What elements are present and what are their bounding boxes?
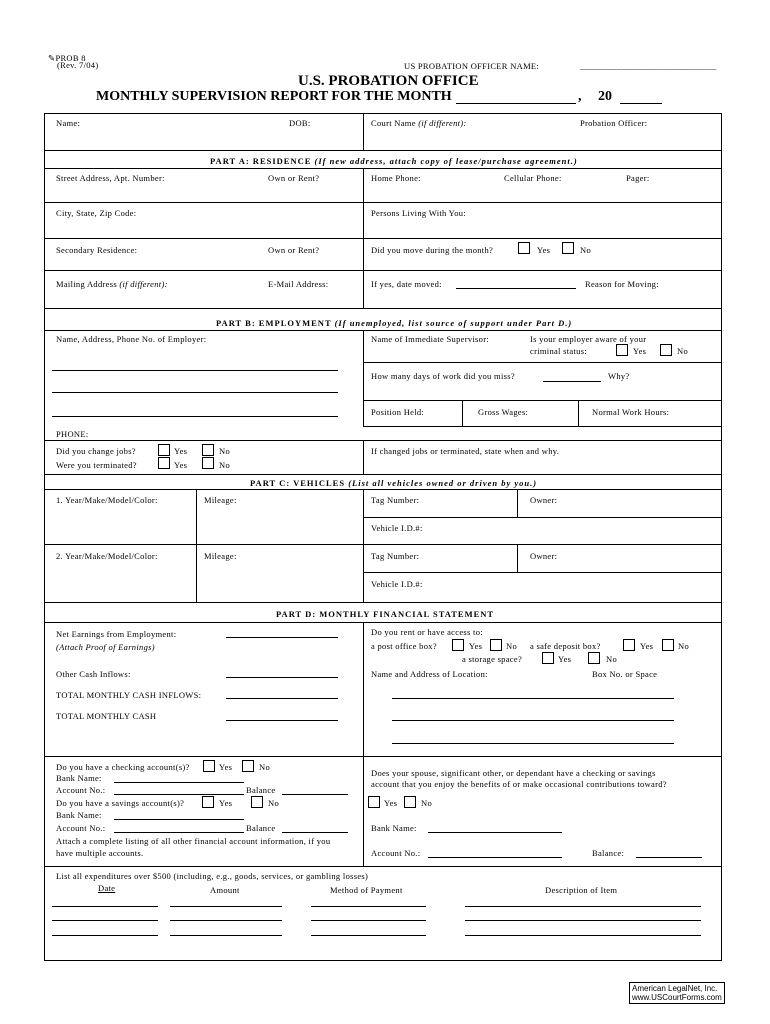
probation-officer-label: Probation Officer:: [580, 118, 648, 128]
employer-aware-label: Is your employer aware of your: [530, 334, 647, 344]
expenditure-amount-2[interactable]: [170, 920, 282, 921]
vehicle-2-label: 2. Year/Make/Model/Color:: [56, 551, 158, 561]
officer-name-label: US PROBATION OFFICER NAME:: [404, 61, 540, 71]
total-cash-field[interactable]: [226, 720, 338, 721]
aware-no-checkbox[interactable]: [660, 344, 672, 356]
divider: [363, 572, 722, 573]
title-comma: ,: [578, 89, 582, 104]
vin-label: Vehicle I.D.#:: [371, 523, 423, 533]
publisher-url: www.USCourtForms.com: [632, 993, 722, 1002]
storage-label: a storage space?: [462, 654, 523, 664]
col-method: Method of Payment: [330, 885, 403, 895]
part-c-header: PART C: VEHICLES (List all vehicles owned or driven by you.): [250, 478, 538, 488]
safe-box-no-checkbox[interactable]: [662, 639, 674, 651]
account-no-label: Account No.:: [56, 823, 106, 833]
tag-number-label: Tag Number:: [371, 495, 420, 505]
yes-label: Yes: [558, 654, 572, 664]
divider: [363, 362, 722, 363]
secondary-residence-label: Secondary Residence:: [56, 245, 138, 255]
own-rent-label: Own or Rent?: [268, 245, 320, 255]
spouse-question-line-2: account that you enjoy the benefits of or make occasional contributions toward?: [371, 779, 667, 789]
checking-question: Do you have a checking account(s)?: [56, 762, 190, 772]
storage-no-checkbox[interactable]: [588, 652, 600, 664]
bank-name-label: Bank Name:: [56, 773, 102, 783]
divider: [363, 517, 722, 518]
yes-label: Yes: [219, 762, 233, 772]
balance-label: Balance: [246, 823, 276, 833]
yes-label: Yes: [633, 346, 647, 356]
no-label: No: [268, 798, 279, 808]
divider: [44, 756, 722, 757]
attach-proof-note: (Attach Proof of Earnings): [56, 642, 155, 652]
no-label: No: [506, 641, 517, 651]
col-date: Date: [98, 883, 116, 893]
yes-label: Yes: [174, 446, 188, 456]
divider: [44, 308, 722, 309]
work-hours-label: Normal Work Hours:: [592, 407, 670, 417]
spouse-yes-checkbox[interactable]: [368, 796, 380, 808]
terminated-yes-checkbox[interactable]: [158, 457, 170, 469]
po-box-yes-checkbox[interactable]: [452, 639, 464, 651]
spouse-account-label: Account No.:: [371, 848, 421, 858]
divider: [363, 756, 364, 866]
spouse-bank-name-label: Bank Name:: [371, 823, 417, 833]
no-label: No: [259, 762, 270, 772]
moved-no-checkbox[interactable]: [562, 242, 574, 254]
no-label: No: [580, 245, 591, 255]
part-a-header: PART A: RESIDENCE (If new address, attach copy of lease/purchase agreement.): [210, 156, 578, 166]
storage-yes-checkbox[interactable]: [542, 652, 554, 664]
no-label: No: [606, 654, 617, 664]
divider: [44, 544, 722, 545]
change-jobs-no-checkbox[interactable]: [202, 444, 214, 456]
mileage-label: Mileage:: [204, 495, 237, 505]
savings-yes-checkbox[interactable]: [202, 796, 214, 808]
checking-bank-field[interactable]: [114, 782, 244, 783]
spouse-account-field[interactable]: [428, 857, 562, 858]
yes-label: Yes: [174, 460, 188, 470]
tag-number-label: Tag Number:: [371, 551, 420, 561]
officer-name-blank[interactable]: ______________________________: [580, 61, 717, 71]
owner-label: Owner:: [530, 551, 558, 561]
name-label: Name:: [56, 118, 81, 128]
divider: [44, 489, 722, 490]
po-box-label: a post office box?: [371, 641, 437, 651]
spouse-question-line-1: Does your spouse, significant other, or dependant have a checking or savings: [371, 768, 656, 778]
rent-access-label: Do you rent or have access to:: [371, 627, 483, 637]
divider: [363, 400, 722, 401]
yes-label: Yes: [640, 641, 654, 651]
form-title: U.S. PROBATION OFFICE: [298, 73, 479, 89]
yes-label: Yes: [537, 245, 551, 255]
divider: [44, 602, 722, 603]
expenditure-method-2[interactable]: [311, 920, 426, 921]
spouse-bank-field[interactable]: [428, 832, 562, 833]
supervisor-label: Name of Immediate Supervisor:: [371, 334, 489, 344]
employer-label: Name, Address, Phone No. of Employer:: [56, 334, 207, 344]
divider: [44, 238, 722, 239]
safe-box-yes-checkbox[interactable]: [623, 639, 635, 651]
mileage-label: Mileage:: [204, 551, 237, 561]
divider: [196, 489, 197, 602]
divider: [44, 168, 722, 169]
terminated-no-checkbox[interactable]: [202, 457, 214, 469]
email-label: E-Mail Address:: [268, 279, 329, 289]
no-label: No: [421, 798, 432, 808]
divider: [44, 622, 722, 623]
divider: [44, 866, 722, 867]
yes-label: Yes: [219, 798, 233, 808]
aware-yes-checkbox[interactable]: [616, 344, 628, 356]
date-moved-label: If yes, date moved:: [371, 279, 442, 289]
savings-question: Do you have a savings account(s)?: [56, 798, 185, 808]
total-cash-label: TOTAL MONTHLY CASH: [56, 711, 157, 721]
mailing-address-label: Mailing Address (if different):: [56, 279, 168, 289]
divider: [363, 426, 722, 427]
attach-listing-line-1: Attach a complete listing of all other financial account information, if you: [56, 836, 331, 846]
reason-moving-label: Reason for Moving:: [585, 279, 659, 289]
employer-line-1[interactable]: [52, 370, 338, 371]
employer-line-2[interactable]: [52, 392, 338, 393]
attach-listing-line-2: have multiple accounts.: [56, 848, 144, 858]
title-year-prefix: 20: [598, 89, 612, 104]
dob-label: DOB:: [289, 118, 311, 128]
owner-label: Owner:: [530, 495, 558, 505]
month-field[interactable]: [456, 103, 576, 104]
divider: [44, 330, 722, 331]
spouse-balance-label: Balance:: [592, 848, 625, 858]
expenditure-date-1[interactable]: [52, 906, 158, 907]
checking-yes-checkbox[interactable]: [203, 760, 215, 772]
savings-account-field[interactable]: [114, 832, 244, 833]
divider: [363, 622, 364, 756]
total-inflows-label: TOTAL MONTHLY CASH INFLOWS:: [56, 690, 202, 700]
divider: [44, 474, 722, 475]
location-line-2[interactable]: [392, 720, 674, 721]
spouse-no-checkbox[interactable]: [404, 796, 416, 808]
location-line-3[interactable]: [392, 743, 674, 744]
expenditure-method-1[interactable]: [311, 906, 426, 907]
net-earnings-field[interactable]: [226, 637, 338, 638]
phone-label: PHONE:: [56, 429, 89, 439]
divider: [363, 330, 364, 426]
no-label: No: [678, 641, 689, 651]
employer-line-3[interactable]: [52, 416, 338, 417]
location-line-1[interactable]: [392, 698, 674, 699]
expenditure-description-1[interactable]: [465, 906, 701, 907]
checking-account-field[interactable]: [114, 794, 244, 795]
no-label: No: [219, 446, 230, 456]
checking-balance-field[interactable]: [282, 794, 348, 795]
divider: [578, 400, 579, 426]
safe-box-label: a safe deposit box?: [530, 641, 601, 651]
expenditure-date-2[interactable]: [52, 920, 158, 921]
expenditure-description-2[interactable]: [465, 920, 701, 921]
form-id: ✎PROB 8: [48, 53, 86, 63]
terminated-label: Were you terminated?: [56, 460, 137, 470]
city-label: City, State, Zip Code:: [56, 208, 137, 218]
other-cash-label: Other Cash Inflows:: [56, 669, 131, 679]
vehicle-1-label: 1. Year/Make/Model/Color:: [56, 495, 158, 505]
other-cash-field[interactable]: [226, 677, 338, 678]
expenditure-date-3[interactable]: [52, 935, 158, 936]
yes-label: Yes: [384, 798, 398, 808]
pager-label: Pager:: [626, 173, 650, 183]
balance-label: Balance: [246, 785, 276, 795]
spouse-balance-field[interactable]: [636, 857, 702, 858]
bank-name-label: Bank Name:: [56, 810, 102, 820]
divider: [517, 489, 518, 517]
changed-jobs-why-label: If changed jobs or terminated, state when and why.: [371, 446, 560, 456]
account-no-label: Account No.:: [56, 785, 106, 795]
position-held-label: Position Held:: [371, 407, 425, 417]
days-missed-label: How many days of work did you miss?: [371, 371, 515, 381]
gross-wages-label: Gross Wages:: [478, 407, 529, 417]
change-jobs-label: Did you change jobs?: [56, 446, 136, 456]
col-amount: Amount: [210, 885, 240, 895]
net-earnings-label: Net Earnings from Employment:: [56, 629, 177, 639]
checking-no-checkbox[interactable]: [242, 760, 254, 772]
moved-question: Did you move during the month?: [371, 245, 494, 255]
savings-bank-field[interactable]: [114, 819, 244, 820]
criminal-status-label: criminal status:: [530, 346, 587, 356]
own-rent-label: Own or Rent?: [268, 173, 320, 183]
divider: [363, 489, 364, 602]
expenditure-method-3[interactable]: [311, 935, 426, 936]
expenditures-label: List all expenditures over $500 (including, e.g., goods, services, or gambling losses): [56, 871, 369, 881]
divider: [44, 150, 722, 151]
publisher-badge: [629, 982, 725, 1004]
persons-living-label: Persons Living With You:: [371, 208, 467, 218]
box-number-label: Box No. or Space: [592, 669, 658, 679]
cell-phone-label: Cellular Phone:: [504, 173, 562, 183]
court-name-label: Court Name (if different):: [371, 118, 467, 128]
year-field[interactable]: [620, 103, 662, 104]
form-subtitle: MONTHLY SUPERVISION REPORT FOR THE MONTH: [96, 89, 452, 104]
divider: [44, 440, 722, 441]
publisher-name: American LegalNet, Inc.: [632, 984, 718, 993]
why-label: Why?: [608, 371, 630, 381]
po-box-no-checkbox[interactable]: [490, 639, 502, 651]
change-jobs-yes-checkbox[interactable]: [158, 444, 170, 456]
expenditure-amount-1[interactable]: [170, 906, 282, 907]
divider: [517, 544, 518, 572]
savings-balance-field[interactable]: [282, 832, 348, 833]
yes-label: Yes: [469, 641, 483, 651]
form-revision: (Rev. 7/04): [57, 60, 99, 70]
expenditure-amount-3[interactable]: [170, 935, 282, 936]
col-description: Description of Item: [545, 885, 618, 895]
date-moved-field[interactable]: [456, 288, 576, 289]
location-label: Name and Address of Location:: [371, 669, 488, 679]
part-b-header: PART B: EMPLOYMENT (If unemployed, list source of support under Part D.): [216, 318, 573, 328]
pencil-icon: ✎: [48, 53, 56, 63]
expenditure-description-3[interactable]: [465, 935, 701, 936]
vin-label: Vehicle I.D.#:: [371, 579, 423, 589]
divider: [363, 440, 364, 474]
moved-yes-checkbox[interactable]: [518, 242, 530, 254]
savings-no-checkbox[interactable]: [251, 796, 263, 808]
divider: [462, 400, 463, 426]
divider: [363, 113, 364, 150]
no-label: No: [677, 346, 688, 356]
divider: [44, 202, 722, 203]
street-address-label: Street Address, Apt. Number:: [56, 173, 165, 183]
days-missed-field[interactable]: [543, 381, 601, 382]
home-phone-label: Home Phone:: [371, 173, 421, 183]
part-d-header: PART D: MONTHLY FINANCIAL STATEMENT: [276, 609, 495, 619]
no-label: No: [219, 460, 230, 470]
divider: [44, 270, 722, 271]
form-body: [44, 113, 722, 961]
total-inflows-field[interactable]: [226, 698, 338, 699]
